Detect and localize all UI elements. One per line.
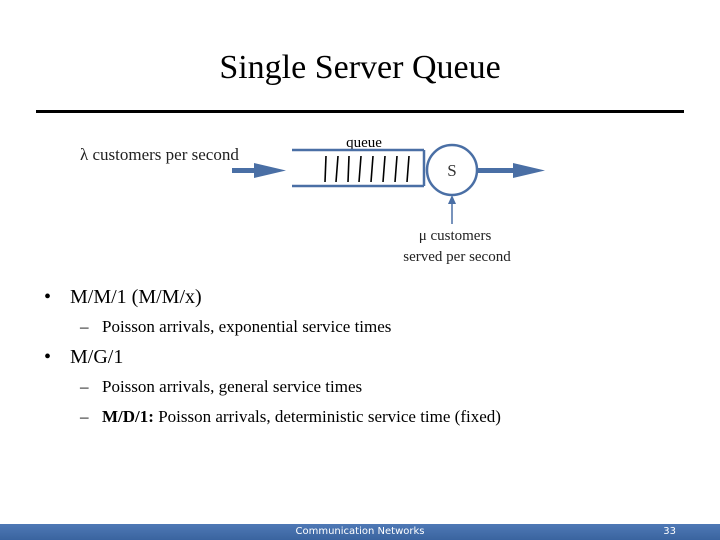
bullet-item: [44, 344, 123, 370]
departure-arrow: [477, 163, 545, 178]
bullet-text: M/G/1: [70, 346, 124, 368]
footer-bar: [0, 524, 720, 540]
sub-bullet-bold: M/D/1:: [102, 407, 154, 426]
sub-bullet-text: Poisson arrivals, deterministic service time (fixed): [153, 407, 501, 426]
queue-buffer: [292, 150, 424, 186]
bullet-item: [44, 284, 202, 310]
server-label: S: [447, 161, 457, 180]
bullet-marker: •: [44, 346, 52, 368]
service-rate-arrow: [448, 195, 456, 224]
footer-title: Communication Networks: [295, 526, 425, 537]
service-label-line2: served per second: [403, 249, 511, 265]
sub-bullet-item: [80, 376, 362, 398]
sub-bullet-text: Poisson arrivals, general service times: [102, 377, 363, 396]
service-label-line1: μ customers: [418, 228, 492, 244]
arrival-arrow: [232, 163, 286, 178]
sub-bullet-text: Poisson arrivals, exponential service times: [102, 317, 392, 336]
sub-bullet-item: [80, 406, 501, 428]
bullet-marker: •: [44, 286, 52, 308]
dash-marker: –: [80, 317, 89, 336]
arrival-label: λ customers per second: [80, 145, 239, 164]
dash-marker: –: [80, 377, 89, 396]
queue-label: queue: [346, 135, 382, 151]
bullet-text: M/M/1 (M/M/x): [70, 286, 202, 308]
sub-bullet-item: [80, 316, 391, 338]
queue-slots: [325, 156, 409, 182]
slide-title: Single Server Queue: [219, 49, 501, 86]
queue-diagram: [0, 120, 720, 270]
dash-marker: –: [80, 407, 89, 426]
title-rule: [36, 110, 684, 113]
page-number: 33: [663, 526, 676, 537]
server-node: [427, 145, 477, 195]
